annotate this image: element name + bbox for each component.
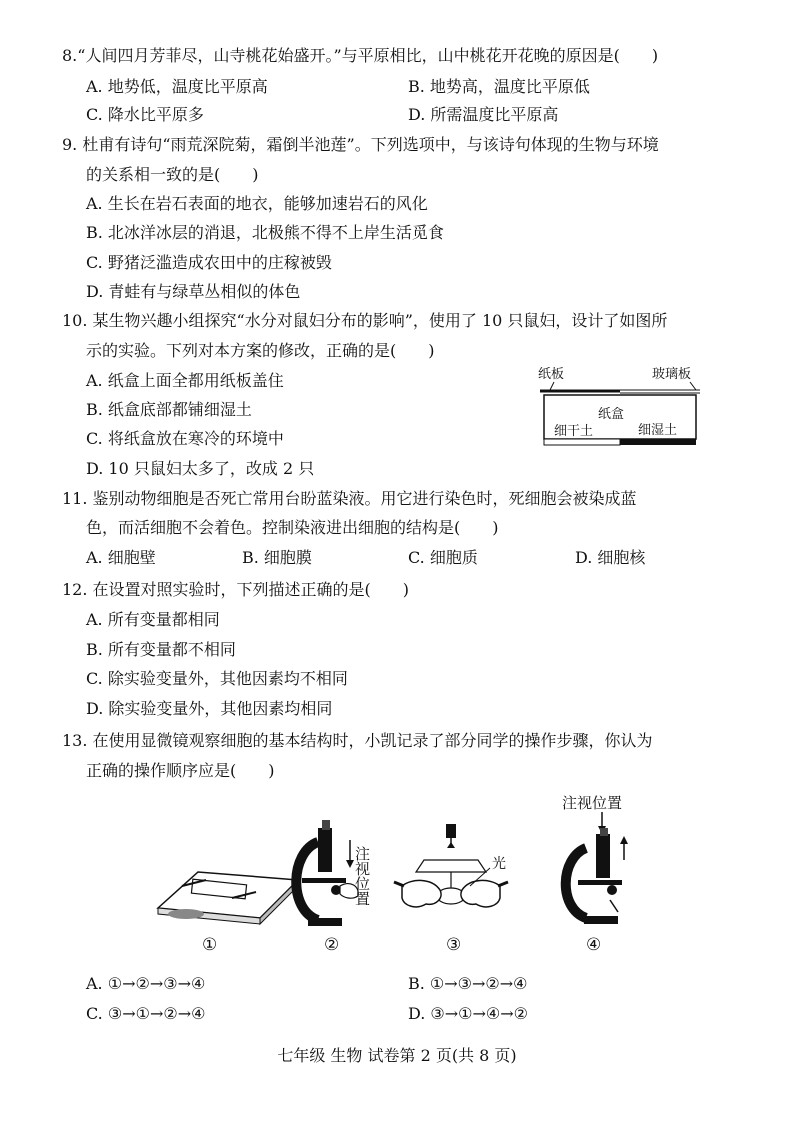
wet-soil-label: 细湿土 — [638, 423, 678, 438]
q10-option-c[interactable]: C. 将纸盒放在寒冷的环境中 — [86, 429, 284, 448]
q13-option-c[interactable]: C. ③→①→②→④ — [86, 1004, 206, 1023]
q11-stem-line1: 11. 鉴别动物细胞是否死亡常用台盼蓝染液。用它进行染色时，死细胞会被染成蓝 — [62, 489, 637, 508]
q11-option-a[interactable]: A. 细胞壁 — [86, 548, 156, 567]
q13-option-d[interactable]: D. ③→①→④→② — [408, 1004, 529, 1023]
q8-stem: 8.“人间四月芳菲尽，山寺桃花始盛开。”与平原相比，山中桃花开花晚的原因是( ) — [62, 46, 659, 65]
q13-microscope-steps-figure — [140, 790, 660, 960]
q9-option-d[interactable]: D. 青蛙有与绿草丛相似的体色 — [86, 282, 301, 301]
q9-stem-line2: 的关系相一致的是( ) — [86, 165, 259, 184]
glass-label: 玻璃板 — [652, 367, 692, 382]
q13-option-a[interactable]: A. ①→②→③→④ — [86, 974, 206, 993]
dry-soil-layer — [544, 439, 620, 445]
q9-option-c[interactable]: C. 野猪泛滥造成农田中的庄稼被毁 — [86, 253, 332, 272]
q11-option-c[interactable]: C. 细胞质 — [408, 548, 478, 567]
q9-option-b[interactable]: B. 北冰洋冰层的消退，北极熊不得不上岸生活觅食 — [86, 223, 444, 242]
page-footer: 七年级 生物 试卷第 2 页(共 8 页) — [277, 1046, 517, 1065]
q13-option-b[interactable]: B. ①→③→②→④ — [408, 974, 528, 993]
q8-option-c[interactable]: C. 降水比平原多 — [86, 105, 204, 124]
q8-option-a[interactable]: A. 地势低，温度比平原高 — [86, 77, 268, 96]
q11-stem-line2: 色，而活细胞不会着色。控制染液进出细胞的结构是( ) — [86, 518, 499, 537]
light-label: 光 — [492, 856, 506, 872]
dry-soil-label: 细干土 — [554, 424, 594, 439]
q11-option-b[interactable]: B. 细胞膜 — [242, 548, 312, 567]
q12-option-d[interactable]: D. 除实验变量外，其他因素均相同 — [86, 699, 333, 718]
q12-stem: 12. 在设置对照实验时，下列描述正确的是( ) — [62, 580, 410, 599]
q10-option-d[interactable]: D. 10 只鼠妇太多了，改成 2 只 — [86, 459, 315, 478]
q8-option-d[interactable]: D. 所需温度比平原高 — [408, 105, 559, 124]
step4-label: ④ — [586, 935, 602, 955]
q10-option-b[interactable]: B. 纸盒底部都铺细湿土 — [86, 400, 252, 419]
q9-option-a[interactable]: A. 生长在岩石表面的地衣，能够加速岩石的风化 — [86, 194, 428, 213]
q10-box-diagram — [530, 362, 710, 452]
step4-watch-label: 注视位置 — [562, 794, 623, 812]
q12-option-c[interactable]: C. 除实验变量外，其他因素均不相同 — [86, 669, 348, 688]
step3-label: ③ — [446, 935, 462, 955]
q8-option-b[interactable]: B. 地势高，温度比平原低 — [408, 77, 590, 96]
step1-slide-on-stage — [158, 872, 298, 924]
q12-option-a[interactable]: A. 所有变量都相同 — [86, 610, 220, 629]
step2-watch-label: 注视位置 — [353, 846, 371, 906]
step2-lower-barrel — [296, 820, 358, 926]
q10-stem-line2: 示的实验。下列对本方案的修改，正确的是( ) — [86, 341, 435, 360]
q10-option-a[interactable]: A. 纸盒上面全都用纸板盖住 — [86, 371, 284, 390]
q10-stem-line1: 10. 某生物兴趣小组探究“水分对鼠妇分布的影响”，使用了 10 只鼠妇，设计了如图所 — [62, 311, 668, 330]
paperboard-label: 纸板 — [538, 367, 565, 382]
box-label: 纸盒 — [598, 407, 625, 422]
q13-stem-line2: 正确的操作顺序应是( ) — [86, 761, 275, 780]
step3-adjust-mirror — [394, 824, 508, 907]
step1-label: ① — [202, 935, 218, 955]
q13-stem-line1: 13. 在使用显微镜观察细胞的基本结构时，小凯记录了部分同学的操作步骤，你认为 — [62, 731, 653, 750]
step4-raise-barrel — [566, 812, 628, 924]
step2-label: ② — [324, 935, 340, 955]
q11-option-d[interactable]: D. 细胞核 — [575, 548, 646, 567]
q9-stem-line1: 9. 杜甫有诗句“雨荒深院菊，霜倒半池莲”。下列选项中，与该诗句体现的生物与环境 — [62, 135, 659, 154]
wet-soil-layer — [620, 439, 696, 445]
q12-option-b[interactable]: B. 所有变量都不相同 — [86, 640, 236, 659]
